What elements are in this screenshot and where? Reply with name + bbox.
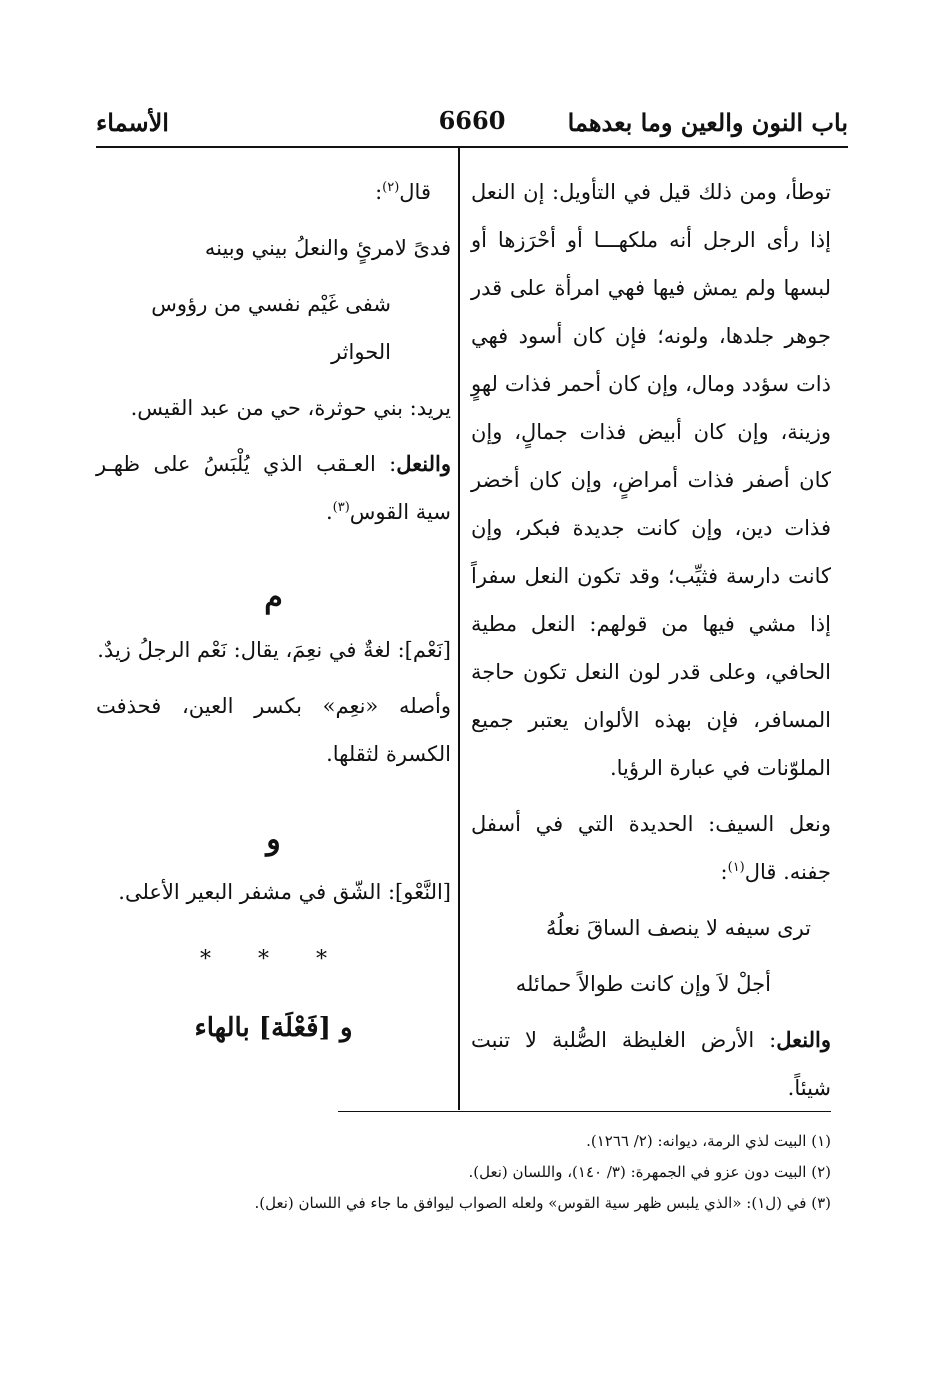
footnotes <box>111 1126 831 1219</box>
paragraph: وأصله «نعِم» بكسر العين، فحذفت الكسرة لثقلها. <box>96 694 451 766</box>
punctuation: : <box>720 860 728 884</box>
paragraph <box>96 168 451 216</box>
paragraph-text: ونعل السيف: الحديدة التي في أسفل جفنه. قال <box>471 812 831 884</box>
paragraph-text: قال <box>399 180 431 204</box>
punctuation: : <box>375 180 383 204</box>
paragraph: [النَّعْو]: الشّق في مشفر البعير الأعلى. <box>118 880 451 904</box>
paragraph <box>471 800 831 896</box>
punctuation: . <box>325 500 333 524</box>
paragraph-text: : العـقب الذي يُلْبَسُ على ظهـر سية القوس <box>96 452 451 524</box>
page-header <box>96 104 848 144</box>
header-rule <box>96 146 848 148</box>
section-letter: م <box>264 580 283 615</box>
footnote-ref: (٣) <box>332 500 350 515</box>
footnote: (٢) البيت دون عزو في الجمهرة: (٣/ ١٤٠)، واللسان (نعل). <box>468 1163 831 1181</box>
footnote-ref: (١) <box>727 860 745 875</box>
page-number: 6660 <box>438 106 506 135</box>
verse-line: أجلْ لاَ وإن كانت طوالاً حمائله <box>515 972 771 996</box>
paragraph: [نَعْم]: لغةٌ في نعِمَ، يقال: نَعْم الرجلُ زيدٌ. <box>97 638 451 662</box>
separator-stars: * * * <box>200 947 347 972</box>
footnote: (١) البيت لذي الرمة، ديوانه: (٢/ ١٢٦٦). <box>586 1132 831 1150</box>
verse-line: شفى غَيْم نفسي من رؤوس الحواثر <box>151 292 391 364</box>
section-title: الأسماء <box>96 108 169 137</box>
paragraph <box>471 1016 831 1112</box>
column-divider <box>458 148 460 1110</box>
paragraph: يريد: بني حوثرة، حي من عبد القيس. <box>130 396 451 420</box>
section-heading: و [فَعْلَة] بالهاء <box>194 1013 353 1043</box>
chapter-title: باب النون والعين وما بعدهما <box>567 108 848 137</box>
footnote-rule <box>338 1111 831 1112</box>
paragraph <box>96 440 451 536</box>
right-column <box>471 168 831 1120</box>
section-letter: و <box>266 822 281 857</box>
term: والنعل <box>396 451 451 476</box>
left-column <box>96 168 451 1052</box>
verse-line: ترى سيفه لا ينصف الساقَ نعلُهُ <box>545 916 811 940</box>
verse-line: فدىً لامرئٍ والنعلُ بيني وبينه <box>204 236 451 260</box>
paragraph-text: : الأرض الغليظة الصُّلبة لا تنبت شيئاً. <box>471 1028 831 1100</box>
paragraph: توطأ، ومن ذلك قيل في التأويل: إن النعل إذا رأى الرجل أنه ملكهـــا أو أحْرَزها أو لبسها ولم يمش فيها فهي امرأة على قدر جوهر جلدها، ولونه؛ فإن كان أسود فهي ذات سؤدد ومال، وإن كان أحمر فذات لهوٍ وزينة، وإن كان أبيض فذات جمالٍ، وإن كان أصفر فذات أمراضٍ، وإن كان أخضر فذات دين، وإن كانت جديدة فبكر، وإن كانت دارسة فثيِّب؛ وقد تكون النعل سفراً إذا مشي فيها من قولهم: النعل مطية الحافي، وعلى قدر لون النعل تكون حاجة المسافر، فإن بهذه الألوان يعتبر جميع الملوّنات في عبارة الرؤيا. <box>471 180 831 780</box>
term: والنعل <box>776 1027 831 1052</box>
footnote: (٣) في (ل١): «الذي يلبس ظهر سية القوس» ولعله الصواب ليوافق ما جاء في اللسان (نعل). <box>254 1194 831 1212</box>
footnote-ref: (٢) <box>382 180 400 195</box>
